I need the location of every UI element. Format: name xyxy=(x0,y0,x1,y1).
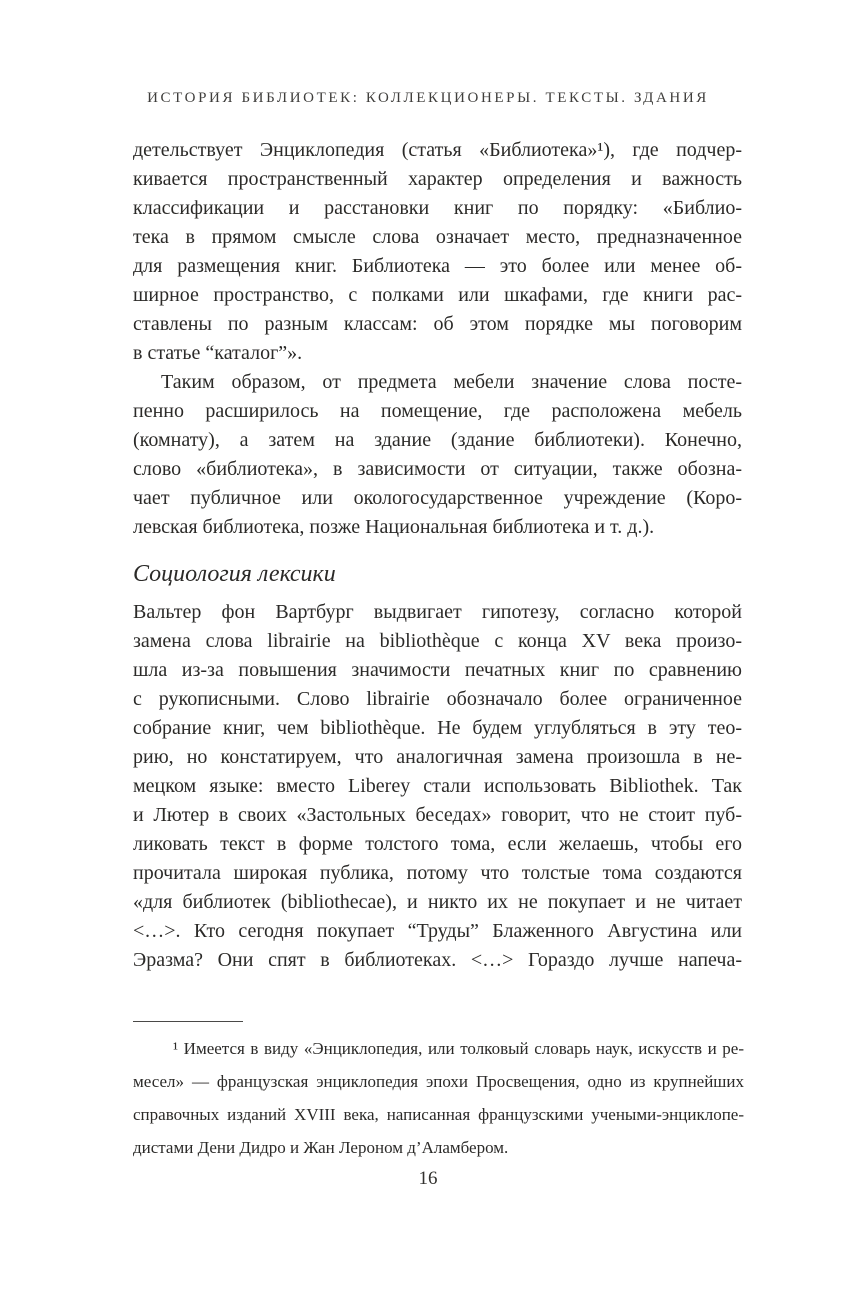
text-line: Таким образом, от предмета мебели значение слова посте- xyxy=(161,371,742,393)
running-header: ИСТОРИЯ БИБЛИОТЕК: КОЛЛЕКЦИОНЕРЫ. ТЕКСТЫ. ЗДАНИЯ xyxy=(147,90,709,106)
text-line: в статье “каталог”». xyxy=(133,342,303,364)
footnote-area xyxy=(133,1021,744,1164)
text-line: левская библиотека, позже Национальная библиотека и т. д.). xyxy=(133,516,655,538)
text-line: чает публичное или окологосударственное учреждение (Коро- xyxy=(133,487,742,509)
text-line: дистами Дени Дидро и Жан Лероном д’Аламбером. xyxy=(133,1138,509,1157)
text-line: классификации и расстановки книг по порядку: «Библио- xyxy=(133,197,742,219)
text-line: справочных изданий XVIII века, написанная французскими учеными-энциклопе- xyxy=(133,1105,744,1124)
text-line: ставлены по разным классам: об этом порядке мы поговорим xyxy=(133,313,742,335)
text-line: шла из-за повышения значимости печатных книг по сравнению xyxy=(133,659,742,681)
text-line: мецком языке: вместо Liberey стали использовать Bibliothek. Так xyxy=(133,775,742,797)
paragraph-1 xyxy=(133,136,742,368)
text-line: месел» — французская энциклопедия эпохи Просвещения, одно из крупнейших xyxy=(133,1072,744,1091)
text-line: ликовать текст в форме толстого тома, если желаешь, чтобы его xyxy=(133,833,742,855)
text-line: детельствует Энциклопедия (статья «Библиотека»¹), где подчер- xyxy=(133,139,742,161)
text-line: ¹ Имеется в виду «Энциклопедия, или толковый словарь наук, искусств и ре- xyxy=(173,1039,744,1058)
text-line: прочитала широкая публика, потому что толстые тома создаются xyxy=(133,862,742,884)
text-line: слово «библиотека», в зависимости от ситуации, также обозна- xyxy=(133,458,742,480)
text-line: с рукописными. Слово librairie обозначало более ограниченное xyxy=(133,688,742,710)
section-heading: Социология лексики xyxy=(133,561,336,587)
footnote-rule xyxy=(133,1021,243,1022)
text-line: и Лютер в своих «Застольных беседах» говорит, что не стоит пуб- xyxy=(133,804,742,826)
text-line: пенно расширилось на помещение, где расположена мебель xyxy=(133,400,742,422)
text-line: замена слова librairie на bibliothèque с конца XV века произо- xyxy=(133,630,742,652)
page-number: 16 xyxy=(418,1168,438,1189)
text-line: Вальтер фон Вартбург выдвигает гипотезу, согласно которой xyxy=(133,601,742,623)
paragraph-2 xyxy=(133,368,742,542)
text-line: рию, но констатируем, что аналогичная замена произошла в не- xyxy=(133,746,742,768)
text-line: ширное пространство, с полками или шкафами, где книги рас- xyxy=(133,284,742,306)
text-line: (комнату), а затем на здание (здание библиотеки). Конечно, xyxy=(133,429,742,451)
text-line: собрание книг, чем bibliothèque. Не будем углубляться в эту тео- xyxy=(133,717,742,739)
body-text xyxy=(133,136,742,975)
text-line: кивается пространственный характер определения и важность xyxy=(133,168,742,190)
text-line: <…>. Кто сегодня покупает “Труды” Блаженного Августина или xyxy=(133,920,742,942)
paragraph-3 xyxy=(133,598,742,975)
text-line: «для библиотек (bibliothecae), и никто их не покупает и не читает xyxy=(133,891,742,913)
text-line: тека в прямом смысле слова означает место, предназначенное xyxy=(133,226,742,248)
footnote-text xyxy=(133,1032,744,1164)
text-line: Эразма? Они спят в библиотеках. <…> Гораздо лучше напеча- xyxy=(133,949,742,971)
text-line: для размещения книг. Библиотека — это более или менее об- xyxy=(133,255,742,277)
